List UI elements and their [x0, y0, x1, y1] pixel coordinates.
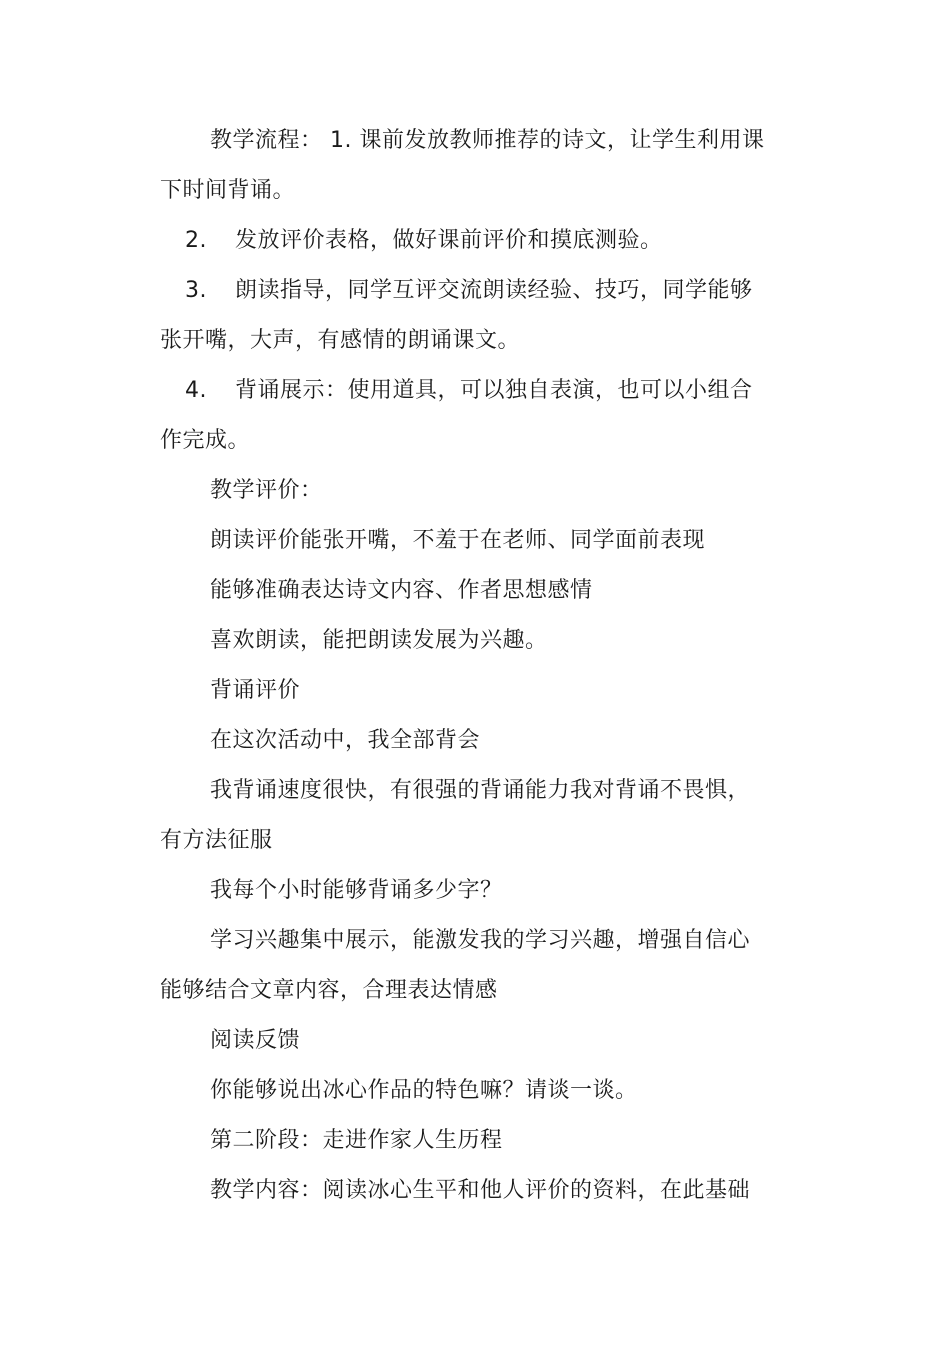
- paragraph: 教学内容：阅读冰心生平和他人评价的资料，在此基础: [210, 1178, 751, 1203]
- paragraph-continuation: 能够结合文章内容，合理表达情感: [160, 978, 498, 1003]
- paragraph-continuation: 作完成。: [160, 428, 251, 453]
- paragraph: 学习兴趣集中展示，能激发我的学习兴趣，增强自信心: [210, 928, 751, 953]
- paragraph: 能够准确表达诗文内容、作者思想感情: [210, 578, 593, 603]
- list-item-4: [185, 376, 753, 406]
- section-heading-stage-two: 第二阶段：走进作家人生历程: [210, 1128, 503, 1153]
- section-heading-recitation-evaluation: 背诵评价: [210, 678, 301, 703]
- section-heading-reading-feedback: 阅读反馈: [210, 1028, 301, 1053]
- paragraph-continuation: 下时间背诵。: [160, 178, 296, 203]
- paragraph-teaching-process: 教学流程： 1. 课前发放教师推荐的诗文，让学生利用课: [210, 128, 765, 153]
- list-item-text: 发放评价表格，做好课前评价和摸底测验。: [235, 228, 663, 253]
- paragraph: 喜欢朗读，能把朗读发展为兴趣。: [210, 628, 548, 653]
- list-number: 3.: [185, 278, 207, 303]
- paragraph: 在这次活动中，我全部背会: [210, 728, 481, 753]
- section-heading-teaching-evaluation: 教学评价：: [210, 478, 323, 503]
- paragraph: 我每个小时能够背诵多少字？: [210, 878, 503, 903]
- paragraph-continuation: 有方法征服: [160, 828, 273, 853]
- list-item-text: 朗读指导，同学互评交流朗读经验、技巧，同学能够: [235, 278, 753, 303]
- list-item-3: [185, 276, 753, 306]
- list-item-2: [185, 226, 663, 256]
- list-number: 4.: [185, 378, 207, 403]
- paragraph-continuation: 张开嘴，大声，有感情的朗诵课文。: [160, 328, 521, 353]
- paragraph: 你能够说出冰心作品的特色嘛？请谈一谈。: [210, 1078, 638, 1103]
- paragraph: 朗读评价能张开嘴，不羞于在老师、同学面前表现: [210, 528, 706, 553]
- list-item-text: 背诵展示：使用道具，可以独自表演，也可以小组合: [235, 378, 753, 403]
- paragraph: 我背诵速度很快，有很强的背诵能力我对背诵不畏惧，: [210, 778, 751, 803]
- list-number: 2.: [185, 228, 207, 253]
